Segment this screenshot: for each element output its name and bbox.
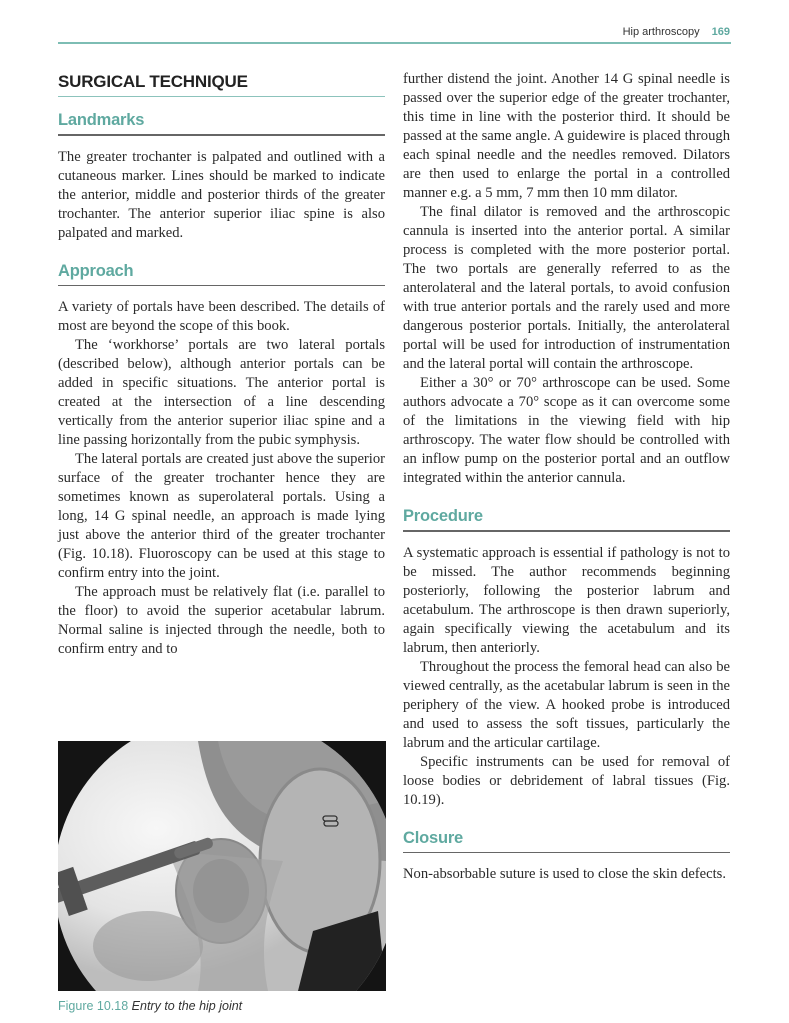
chapter-rule <box>58 96 385 97</box>
section-heading-approach: Approach <box>58 261 134 280</box>
paragraph: A variety of portals have been described. The details of most are beyond the scope of this book. <box>58 299 385 334</box>
figure-caption-text: Entry to the hip joint <box>131 999 243 1013</box>
paragraph: The final dilator is removed and the arthroscopic cannula is inserted into the anterior portal. A similar process is completed with the more posterior portal. The two portals are generally referred to as the anterolateral and the lateral portals, to avoid confusion with true anterior portals and the rarely used and more dangerous posterior portals. Initially, the anterolateral portal will be used for introduction of instrumentation and the lateral portal will contain the arthroscope. <box>403 204 730 372</box>
paragraph: The ‘workhorse’ portals are two lateral portals (described below), although anterior portals can be added in specific situations. The anterior portal is created at the intersection of a line descending vertically from the anterior superior iliac spine and a line passing horizontally from the pubic symphysis. <box>58 337 385 448</box>
right-column <box>403 70 730 884</box>
paragraph-continued: further distend the joint. Another 14 G spinal needle is passed over the superior edge of the greater trochanter, this time in line with the posterior third. It should be passed at the same angle. A guidewire is placed through each spinal needle and the needles removed. Dilators are then used to enlarge the portal in a controlled manner e.g. a 5 mm, 7 mm then 10 mm dilator. <box>403 71 730 201</box>
figure-caption <box>58 999 388 1013</box>
section-heading-procedure: Procedure <box>403 507 483 525</box>
paragraph: Specific instruments can be used for removal of loose bodies or debridement of labral tissues (Fig. 10.19). <box>403 753 730 808</box>
paragraph: A systematic approach is essential if pathology is not to be missed. The author recommends beginning posteriorly, following the posterior labrum and acetabulum. The arthroscope is then drawn superiorly, again specifically viewing the acetabulum and its labrum, then anteriorly. <box>403 544 730 656</box>
paragraph: The lateral portals are created just above the superior surface of the greater trochanter hence they are sometimes known as superolateral portals. Using a long, 14 G spinal needle, an approach is made lying just above the anterior third of the greater trochanter (Fig. 10.18). Fluoroscopy can be used at this stage to confirm entry into the joint. <box>58 451 385 581</box>
section-rule <box>403 530 730 532</box>
chapter-title: SURGICAL TECHNIQUE <box>58 72 248 91</box>
figure-label: Figure 10.18 <box>58 999 129 1013</box>
page-number: 169 <box>711 26 730 38</box>
paragraph: Either a 30° or 70° arthroscope can be used. Some authors advocate a 70° scope as it can overcome some of the limitations in the viewing field with hip arthroscopy. The water flow should be controlled with an inflow pump on the posterior portal and an outflow integrated within the anterior cannula. <box>403 375 730 486</box>
running-head <box>58 26 730 42</box>
xray-image <box>58 741 386 991</box>
paragraph: The greater trochanter is palpated and outlined with a cutaneous marker. Lines should be marked to indicate the anterior, middle and posterior thirds of the greater trochanter. The anterior superior iliac spine is also palpated and marked. <box>58 148 385 241</box>
section-heading-landmarks: Landmarks <box>58 111 145 129</box>
figure-image-fluoroscopy <box>58 741 386 991</box>
left-column <box>58 70 385 659</box>
section-rule <box>58 134 385 136</box>
section-heading-closure: Closure <box>403 828 464 847</box>
header-rule <box>58 42 731 44</box>
running-head-title: Hip arthroscopy <box>622 26 700 38</box>
section-rule <box>403 852 730 854</box>
section-rule <box>58 285 385 287</box>
paragraph: The approach must be relatively flat (i.e. parallel to the floor) to avoid the superior acetabular labrum. Normal saline is injected through the needle, both to confirm entry and to <box>58 584 385 657</box>
paragraph: Non-absorbable suture is used to close the skin defects. <box>403 866 727 882</box>
paragraph: Throughout the process the femoral head can also be viewed centrally, as the acetabular labrum is seen in the periphery of the view. A hooked probe is introduced and used to assess the soft tissues, particularly the labrum and the articular cartilage. <box>403 658 730 751</box>
